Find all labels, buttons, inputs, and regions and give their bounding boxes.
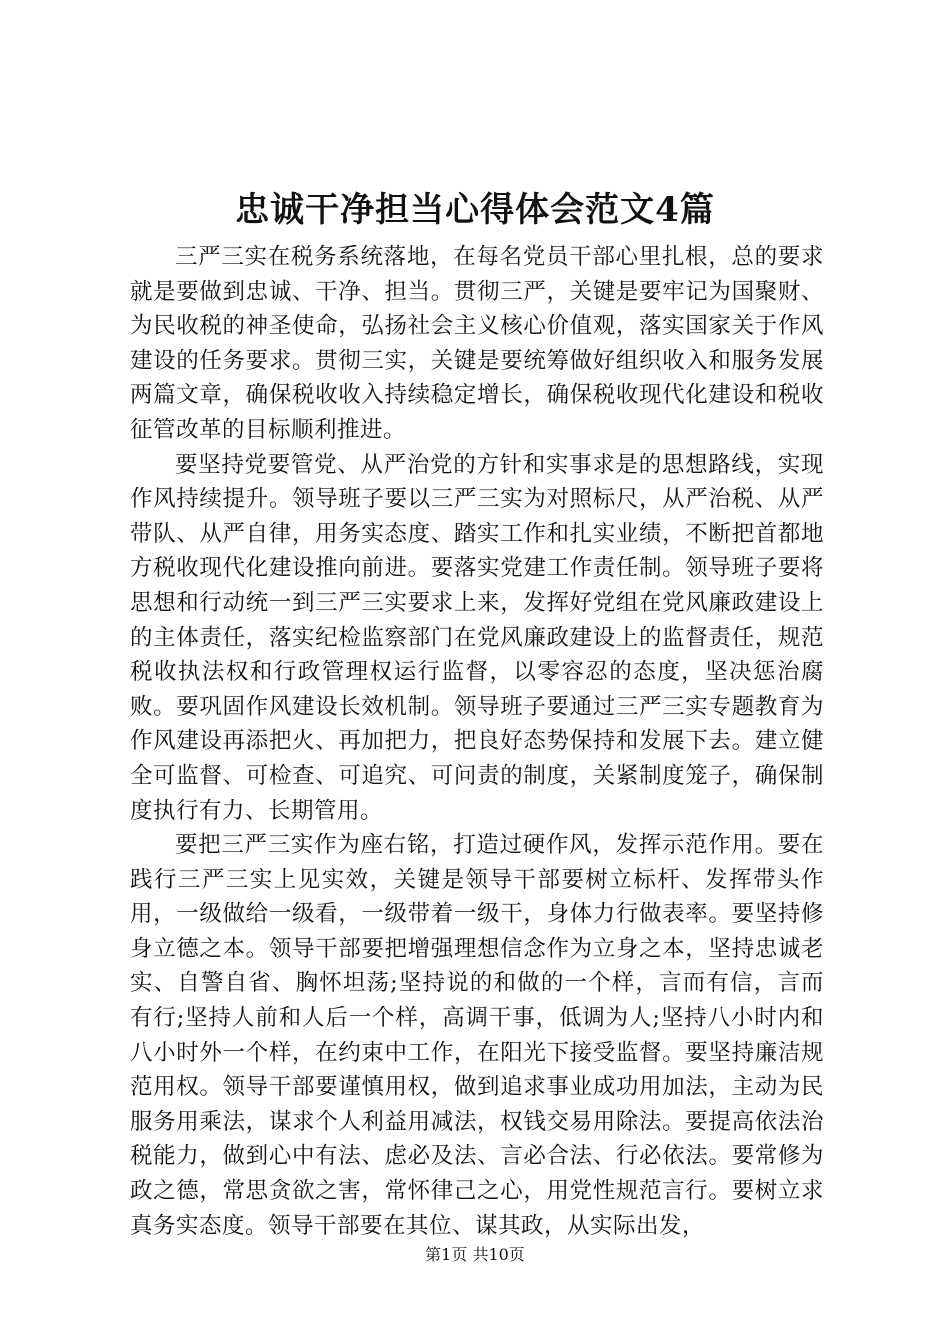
paragraph-2: 要坚持党要管党、从严治党的方针和实事求是的思想路线，实现作风持续提升。领导班子要以三严三实为对照标尺，从严治税、从严带队、从严自律，用务实态度、踏实工作和扎实业绩，不断把首都地方税收现代化建设推向前进。要落实党建工作责任制。领导班子要将思想和行动统一到三严三实要求上来，发挥好党组在党风廉政建设上的主体责任，落实纪检监察部门在党风廉政建设上的监督责任，规范税收执法权和行政管理权运行监督，以零容忍的态度，坚决惩治腐败。要巩固作风建设长效机制。领导班子要通过三严三实专题教育为作风建设再添把火、再加把力，把良好态势保持和发展下去。建立健全可监督、可检查、可追究、可问责的制度，关紧制度笼子，确保制度执行有力、长期管用。	[130, 451, 824, 824]
page-footer: 第1页 共10页	[425, 1245, 525, 1264]
document-title: 忠诚干净担当心得体会范文4篇	[235, 190, 715, 230]
document-body	[130, 240, 824, 1243]
paragraph-3: 要把三严三实作为座右铭，打造过硬作风，发挥示范作用。要在践行三严三实上见实效，关键是领导干部要树立标杆、发挥带头作用，一级做给一级看，一级带着一级干，身体力行做表率。要坚持修身立德之本。领导干部要把增强理想信念作为立身之本，坚持忠诚老实、自警自省、胸怀坦荡;坚持说的和做的一个样，言而有信，言而有行;坚持人前和人后一个样，高调干事，低调为人;坚持八小时内和八小时外一个样，在约束中工作，在阳光下接受监督。要坚持廉洁规范用权。领导干部要谨慎用权，做到追求事业成功用加法，主动为民服务用乘法，谋求个人利益用减法，权钱交易用除法。要提高依法治税能力，做到心中有法、虑必及法、言必合法、行必依法。要常修为政之德，常思贪欲之害，常怀律己之心，用党性规范言行。要树立求真务实态度。领导干部要在其位、谋其政，从实际出发，	[130, 832, 824, 1239]
paragraph-1: 三严三实在税务系统落地，在每名党员干部心里扎根，总的要求就是要做到忠诚、干净、担当。贯彻三严，关键是要牢记为国聚财、为民收税的神圣使命，弘扬社会主义核心价值观，落实国家关于作风建设的任务要求。贯彻三实，关键是要统筹做好组织收入和服务发展两篇文章，确保税收收入持续稳定增长，确保税收现代化建设和税收征管改革的目标顺利推进。	[130, 244, 824, 443]
